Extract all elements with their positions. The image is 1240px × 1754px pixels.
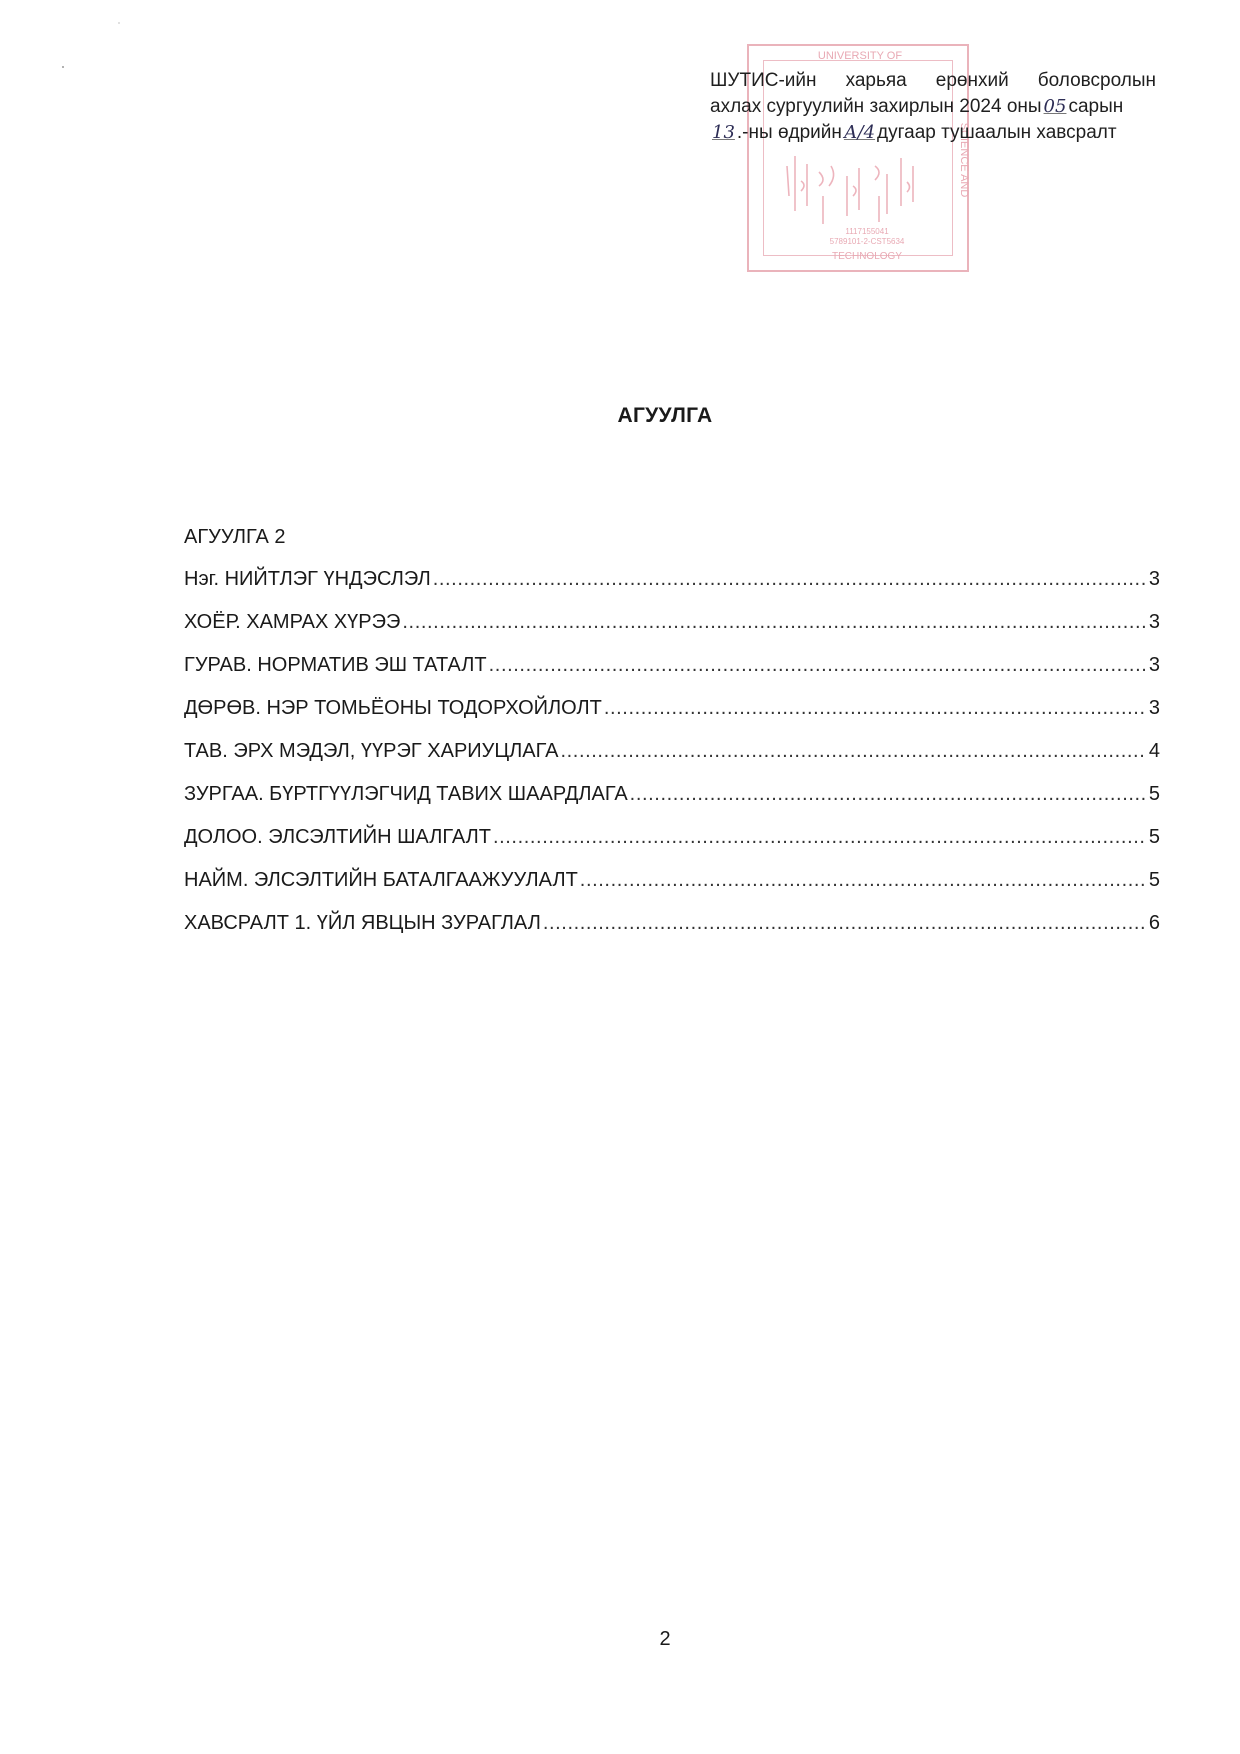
- toc-dot-leader: [402, 611, 1144, 634]
- stamp-text-bottom: TECHNOLOGY: [831, 251, 903, 262]
- approval-line-2: [710, 94, 1156, 120]
- toc-entry-page: 3: [1148, 697, 1160, 719]
- toc-entry-label: ДӨРӨВ. НЭР ТОМЬЁОНЫ ТОДОРХОЙЛОЛТ: [184, 697, 602, 719]
- toc-dot-leader: [493, 826, 1145, 849]
- toc-entry-page: 5: [1148, 869, 1160, 891]
- approval-text: ахлах сургуулийн захирлын 2024 оны: [710, 96, 1042, 117]
- toc-entry-label: ТАВ. ЭРХ МЭДЭЛ, ҮҮРЭГ ХАРИУЦЛАГА: [184, 740, 559, 762]
- stamp-text-top: UNIVERSITY OF: [817, 50, 903, 62]
- toc-entry-page: 6: [1148, 912, 1160, 934]
- stamp-code-1: 1117155041: [845, 227, 889, 236]
- document-title: АГУУЛГА: [617, 404, 713, 427]
- approval-word: боловсролын: [1037, 70, 1156, 91]
- scan-speck: [62, 66, 64, 68]
- toc-entry[interactable]: [184, 611, 1160, 654]
- handwritten-day: 13: [712, 122, 735, 143]
- toc-entry[interactable]: [184, 568, 1160, 611]
- toc-entry-label: ХАВСРАЛТ 1. ҮЙЛ ЯВЦЫН ЗУРАГЛАЛ: [184, 912, 541, 934]
- toc-entry-label: НАЙМ. ЭЛСЭЛТИЙН БАТАЛГААЖУУЛАЛТ: [184, 869, 578, 891]
- toc-entry-page: 3: [1148, 654, 1160, 676]
- toc-dot-leader: [580, 869, 1145, 892]
- scan-speck: [118, 22, 120, 24]
- approval-line-3: [710, 120, 1156, 146]
- toc-entry-page: 3: [1148, 611, 1160, 633]
- toc-entry[interactable]: [184, 783, 1160, 826]
- toc-dot-leader: [433, 568, 1145, 591]
- toc-entry[interactable]: [184, 697, 1160, 740]
- handwritten-order-number: А/4: [843, 122, 876, 143]
- toc-entry-label: ЗУРГАА. БҮРТГҮҮЛЭГЧИД ТАВИХ ШААРДЛАГА: [184, 783, 628, 805]
- approval-line-1: [710, 68, 1156, 94]
- approval-text: .-ны өдрийн: [736, 122, 842, 143]
- approval-text: сарын: [1068, 96, 1124, 117]
- page-number: 2: [659, 1628, 671, 1650]
- toc-entry[interactable]: [184, 654, 1160, 697]
- mongolian-script-emblem: [787, 156, 913, 224]
- approval-word: ерөнхий: [935, 70, 1009, 91]
- toc-entry-label: ХОЁР. ХАМРАХ ХҮРЭЭ: [184, 611, 401, 633]
- approval-note: [710, 68, 1156, 146]
- toc-dot-leader: [543, 912, 1145, 935]
- toc-entry[interactable]: [184, 740, 1160, 783]
- toc-entry-label: ГУРАВ. НОРМАТИВ ЭШ ТАТАЛТ: [184, 654, 487, 676]
- stamp-text-right: SCIENCE AND: [958, 122, 970, 198]
- approval-word: харьяа: [845, 70, 907, 91]
- toc-dot-leader: [489, 654, 1145, 677]
- table-of-contents: [184, 568, 1160, 955]
- toc-entry-label: ДОЛОО. ЭЛСЭЛТИЙН ШАЛГАЛТ: [184, 826, 491, 848]
- toc-entry[interactable]: [184, 869, 1160, 912]
- toc-entry-page: 5: [1148, 826, 1160, 848]
- toc-entry-page: 5: [1148, 783, 1160, 805]
- toc-dot-leader: [604, 697, 1145, 720]
- approval-word: ШУТИС-ийн: [710, 70, 817, 91]
- toc-dot-leader: [630, 783, 1145, 806]
- toc-entry-page: 3: [1148, 568, 1160, 590]
- toc-entry-page: 4: [1148, 740, 1160, 762]
- toc-entry[interactable]: [184, 912, 1160, 955]
- approval-text: дугаар тушаалын хавсралт: [877, 122, 1117, 143]
- toc-entry-label: Нэг. НИЙТЛЭГ ҮНДЭСЛЭЛ: [184, 568, 431, 590]
- toc-dot-leader: [560, 740, 1144, 763]
- stamp-code-2: 5789101-2-CST5634: [829, 237, 905, 246]
- toc-heading[interactable]: АГУУЛГА 2: [184, 526, 286, 548]
- handwritten-month: 05: [1043, 96, 1067, 117]
- toc-entry[interactable]: [184, 826, 1160, 869]
